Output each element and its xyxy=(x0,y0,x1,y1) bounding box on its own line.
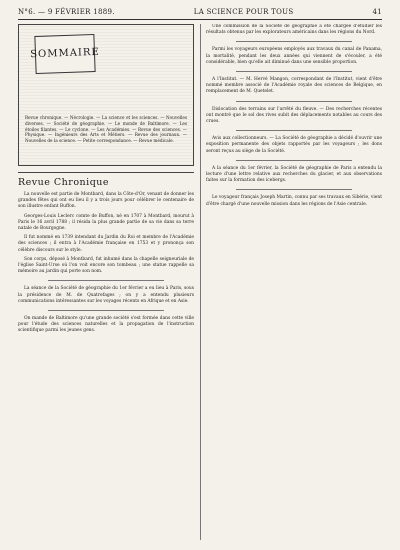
sommaire-title: SOMMAIRE xyxy=(34,34,95,74)
article-paragraph: Une commission de la Société de géographie a été chargée d'étudier les résultats obtenus par les explorateurs américains dans les régions du Nord. xyxy=(206,24,382,36)
article-paragraph: La nouvelle est partie de Montbard, dans la Côte-d'Or, venant de donner les grandes fêtes qui ont eu lieu il y a trois jours pour célébrer le centenaire de son illustre enfant Buffon. xyxy=(18,192,194,210)
separator-rule xyxy=(236,41,352,42)
article-paragraph: Son corps, déposé à Montbard, fut inhumé dans la chapelle seigneuriale de l'église Saint-Urse où l'on voit encore son tombeau ; une statue rappelle sa mémoire au jardin qui porte son nom. xyxy=(18,256,194,275)
page-number: 41 xyxy=(372,8,382,16)
article-paragraph: Georges-Louis Leclerc comte de Buffon, né en 1707 à Montbard, mourut à Paris le 16 avril 1788 ; il résida la plus grande partie de sa vie dans sa terre natale de Bourgogne. xyxy=(18,213,194,232)
article-paragraph: A la séance du 1er février, la Société de géographie de Paris a entendu la lecture d'une lettre relative aux recherches du glacier, et aux observations faites sur la formation des icebergs. xyxy=(206,165,382,184)
article-paragraph: Parmi les voyageurs européens employés aux travaux du canal de Panama, la mortalité, pendant les deux années qui viennent de s'écouler, a été considérable, bien qu'elle ait diminué dans une sensible proportion. xyxy=(206,47,382,65)
article-paragraph: A l'Institut. — M. Hervé Mangon, correspondant de l'Institut, vient d'être nommé membre associé de l'Académie royale des sciences de Belgique, en remplacement de M. Quetelet. xyxy=(206,77,382,95)
article-paragraph: La séance de la Société de géographie du 1er février a eu lieu à Paris, sous la présidence de M. de Quatrefages ; on y a entendu plusieurs communications intéressantes sur les voyages récents en Afrique et en Asie. xyxy=(18,286,194,304)
article-paragraph: Dislocation des terrains sur l'arrêté du fleuve. — Des recherches récentes ont montré que le sol des rives subit des déplacements notables au cours des crues. xyxy=(206,106,382,125)
separator-rule xyxy=(48,280,164,281)
separator-rule xyxy=(48,310,164,311)
separator-rule xyxy=(236,130,352,131)
sommaire-box xyxy=(18,24,194,166)
issue-date: N°6. — 9 FÉVRIER 1889. xyxy=(18,8,115,16)
section-title-revue-chronique: Revue Chronique xyxy=(18,172,194,189)
separator-rule xyxy=(236,101,352,102)
separator-rule xyxy=(236,189,352,190)
article-paragraph: Le voyageur français Joseph Martin, connu par ses travaux en Sibérie, vient d'être chargé d'une nouvelle mission dans les régions de l'Asie centrale. xyxy=(206,195,382,207)
right-column xyxy=(206,24,382,544)
article-paragraph: Il fut nommé en 1739 intendant du Jardin du Roi et membre de l'Académie des sciences ; il entra à l'Académie française en 1753 et y prononça son célèbre discours sur le style. xyxy=(18,235,194,253)
article-paragraph: Avis aux collectionneurs. — La Société de géographie a décidé d'ouvrir une exposition permanente des objets rapportés par les voyageurs ; les dons seront reçus au siège de la Société. xyxy=(206,136,382,154)
sommaire-text: Revue chronique. — Nécrologie. — La science et les sciences. — Nouvelles diverses. — Société de géographie. — Le monde de Baltimore. — Les étoiles filantes. — Le cyclone. — Les Académies. — Revue des sciences. — Physique. — Ingénieurs des Arts et Métiers. — Revue des journaux. — Nouvelles de la science. — Petite correspondance. — Revue médicale. xyxy=(25,115,187,144)
left-column xyxy=(18,24,194,544)
separator-rule xyxy=(236,71,352,72)
page-header xyxy=(18,6,382,18)
separator-rule xyxy=(236,160,352,161)
header-rule xyxy=(18,19,382,20)
article-paragraph: On mande de Baltimore qu'une grande société s'est formée dans cette ville pour l'étude des sciences naturelles et la propagation de l'instruction scientifique parmi les jeunes gens. xyxy=(18,316,194,334)
journal-title: LA SCIENCE POUR TOUS xyxy=(193,8,294,16)
column-divider xyxy=(200,24,201,540)
